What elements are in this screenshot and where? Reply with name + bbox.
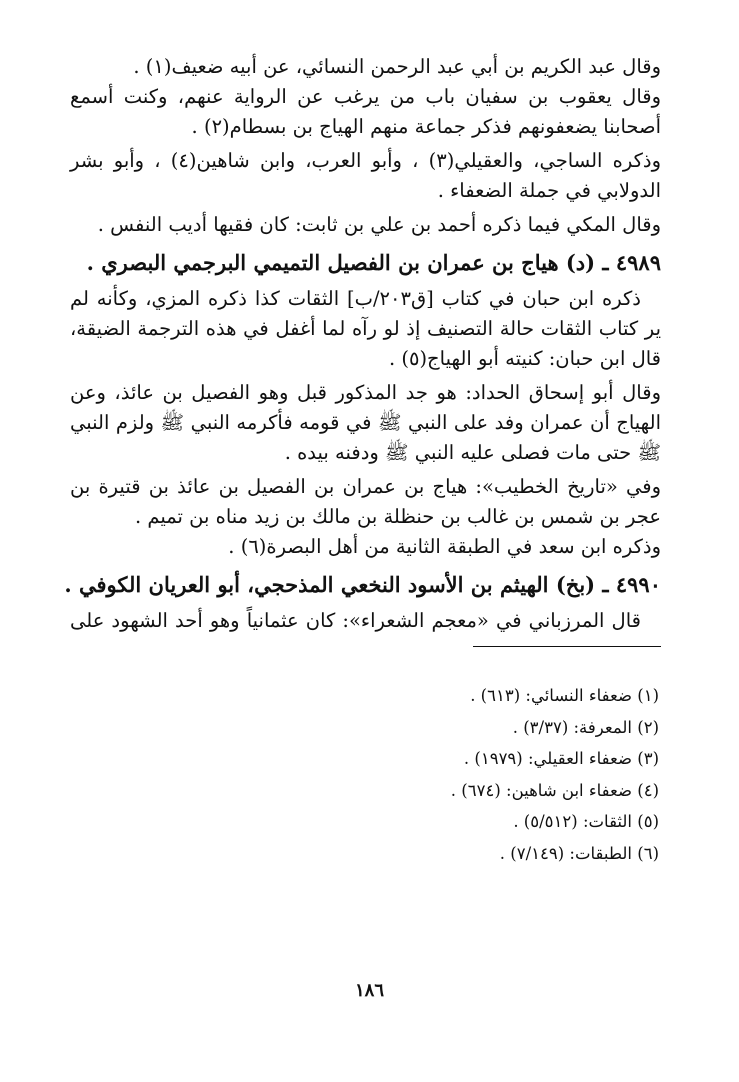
page-body <box>64 52 661 869</box>
entry-line: ير كتاب الثقات حالة التصنيف إذ لو رآه لما أغفل في هذه الترجمة الضيقة، <box>70 317 661 340</box>
footnote: (١) ضعفاء النسائي: (٦١٣) . <box>470 686 659 705</box>
entry-line: ﷺ حتى مات فصلى عليه النبي ﷺ ودفنه بيده . <box>284 441 661 464</box>
page-number: ١٨٦ <box>354 980 384 1001</box>
entry-line: وفي «تاريخ الخطيب»: هياج بن عمران بن الفصيل بن عائذ بن قتيرة بن <box>70 475 661 498</box>
footnotes <box>70 680 661 869</box>
entry-line: قال ابن حبان: كنيته أبو الهياج(٥) . <box>388 347 661 370</box>
entry-line: قال المرزباني في «معجم الشعراء»: كان عثمانياً وهو أحد الشهود على <box>70 609 641 632</box>
entry-line: الهياج أن عمران وفد على النبي ﷺ في قومه فأكرمه النبي ﷺ ولزم النبي <box>70 411 661 434</box>
footnote: (٥) الثقات: (٥/٥١٢) . <box>513 812 659 831</box>
footnote: (٣) ضعفاء العقيلي: (١٩٧٩) . <box>463 749 659 768</box>
body-line: وقال يعقوب بن سفيان باب من يرغب عن الرواية عنهم، وكنت أسمع <box>70 85 661 108</box>
entry-heading-4990: ٤٩٩٠ ـ (بخ) الهيثم بن الأسود النخعي المذحجي، أبو العريان الكوفي . <box>64 572 661 597</box>
body-line: وقال عبد الكريم بن أبي عبد الرحمن النسائي، عن أبيه ضعيف(١) . <box>133 55 661 78</box>
body-line: الدولابي في جملة الضعفاء . <box>437 179 661 202</box>
footnote: (٢) المعرفة: (٣/٣٧) . <box>512 717 659 737</box>
entry-line: ذكره ابن حبان في كتاب [ق٢٠٣/ب] الثقات كذا ذكره المزي، وكأنه لم <box>70 287 641 310</box>
body-line: أصحابنا يضعفونهم فذكر جماعة منهم الهياج بن بسطام(٢) . <box>191 115 661 138</box>
body-line: وقال المكي فيما ذكره أحمد بن علي بن ثابت: كان فقيها أديب النفس . <box>97 213 661 236</box>
entry-line: وذكره ابن سعد في الطبقة الثانية من أهل البصرة(٦) . <box>228 535 661 558</box>
footnote-separator <box>70 646 661 680</box>
footnote: (٦) الطبقات: (٧/١٤٩) . <box>499 843 659 863</box>
entry-line: عجر بن شمس بن غالب بن حنظلة بن مالك بن زيد مناه بن تميم . <box>134 505 661 528</box>
entry-heading-4989: ٤٩٨٩ ـ (د) هياج بن عمران بن الفصيل التميمي البرجمي البصري . <box>86 250 661 275</box>
footnote: (٤) ضعفاء ابن شاهين: (٦٧٤) . <box>450 780 659 800</box>
body-line: وذكره الساجي، والعقيلي(٣) ، وأبو العرب، وابن شاهين(٤) ، وأبو بشر <box>70 149 661 172</box>
entry-line: وقال أبو إسحاق الحداد: هو جد المذكور قبل وهو الفصيل بن عائذ، وعن <box>70 381 661 404</box>
